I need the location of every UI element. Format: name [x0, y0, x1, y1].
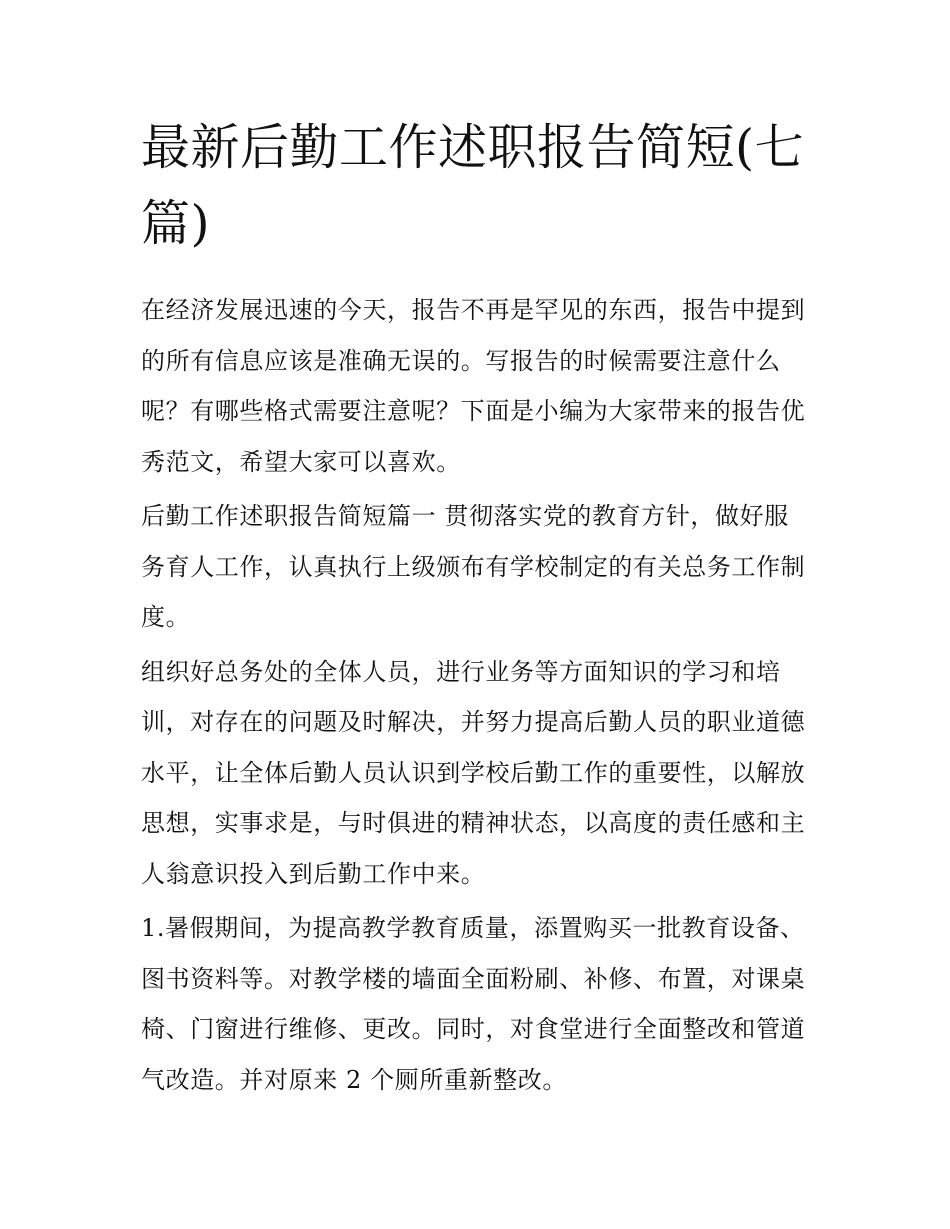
document-body [141, 110, 813, 1105]
paragraph-intro: 在经济发展迅速的今天，报告不再是罕见的东西，报告中提到的所有信息应该是准确无误的。写报告的时候需要注意什么呢？有哪些格式需要注意呢？下面是小编为大家带来的报告优秀范文，希望大家可以喜欢。 [141, 296, 806, 476]
paragraph-staff-organization: 组织好总务处的全体人员，进行业务等方面知识的学习和培训，对存在的问题及时解决，并努力提高后勤人员的职业道德水平，让全体后勤人员认识到学校后勤工作的重要性，以解放思想，实事求是，与时俱进的精神状态，以高度的责任感和主人翁意识投入到后勤工作中来。 [141, 657, 806, 888]
paragraph-summer-work: 1.暑假期间，为提高教学教育质量，添置购买一批教育设备、图书资料等。对教学楼的墙面全面粉刷、补修、布置，对课桌椅、门窗进行维修、更改。同时，对食堂进行全面整改和管道气改造。并对原来 2 个厕所重新整改。 [141, 914, 806, 1094]
document-title: 最新后勤工作述职报告简短(七篇) [141, 119, 805, 252]
paragraph-section-one: 后勤工作述职报告简短篇一 贯彻落实党的教育方针，做好服务育人工作，认真执行上级颁布有学校制定的有关总务工作制度。 [141, 502, 806, 631]
